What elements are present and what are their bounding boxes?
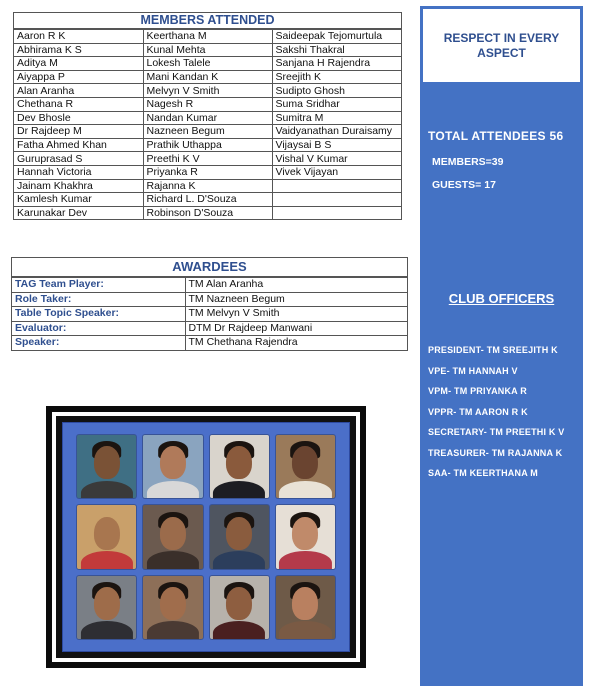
participant-face — [160, 446, 186, 479]
member-name-cell: Sudipto Ghosh — [272, 84, 401, 98]
awardee-row — [12, 336, 407, 350]
motto-box: RESPECT IN EVERY ASPECT — [423, 9, 580, 82]
awardee-row — [12, 307, 407, 322]
members-attended-title: MEMBERS ATTENDED — [14, 13, 401, 29]
club-officer-item: PRESIDENT- TM SREEJITH K — [428, 345, 558, 355]
member-name-cell: Vijaysai B S — [272, 138, 401, 152]
meeting-photo — [46, 406, 366, 668]
award-recipient: TM Melvyn V Smith — [185, 307, 407, 322]
member-name-cell: Prathik Uthappa — [143, 138, 272, 152]
awardees-title: AWARDEES — [12, 258, 407, 277]
participant-shoulders — [81, 621, 133, 639]
participant-face — [94, 446, 120, 479]
participant-face — [160, 587, 186, 620]
award-recipient: TM Alan Aranha — [185, 278, 407, 293]
participant-video-tile — [210, 576, 269, 639]
participant-face — [226, 446, 252, 479]
participant-face — [292, 517, 318, 550]
awardee-row — [12, 321, 407, 336]
participant-video-tile — [210, 505, 269, 568]
members-row — [14, 70, 401, 84]
participant-face — [94, 517, 120, 550]
club-officers-list — [428, 340, 565, 484]
guests-count: GUESTS= 17 — [432, 179, 496, 191]
participant-shoulders — [81, 551, 133, 569]
member-name-cell: Saideepak Tejomurtula — [272, 30, 401, 44]
participant-shoulders — [279, 621, 331, 639]
participant-video-tile — [77, 576, 136, 639]
member-name-cell: Rajanna K — [143, 179, 272, 193]
participant-face — [292, 446, 318, 479]
participant-video-tile — [143, 435, 202, 498]
member-name-cell: Vishal V Kumar — [272, 152, 401, 166]
award-role: Role Taker: — [12, 292, 185, 307]
awardees-grid — [12, 277, 407, 350]
member-name-cell: Kamlesh Kumar — [14, 193, 143, 207]
awardees-table — [11, 257, 408, 351]
member-name-cell: Jainam Khakhra — [14, 179, 143, 193]
participant-face — [94, 587, 120, 620]
award-role: TAG Team Player: — [12, 278, 185, 293]
club-officer-item: VPM- TM PRIYANKA R — [428, 386, 527, 396]
participant-face — [226, 587, 252, 620]
participant-video-tile — [276, 576, 335, 639]
members-row — [14, 84, 401, 98]
member-name-cell: Vaidyanathan Duraisamy — [272, 125, 401, 139]
participant-video-tile — [276, 505, 335, 568]
members-row — [14, 179, 401, 193]
participant-video-tile — [143, 576, 202, 639]
participant-face — [160, 517, 186, 550]
member-name-cell: Suma Sridhar — [272, 97, 401, 111]
member-name-cell: Nagesh R — [143, 97, 272, 111]
member-name-cell: Dev Bhosle — [14, 111, 143, 125]
award-recipient: TM Nazneen Begum — [185, 292, 407, 307]
participant-shoulders — [279, 551, 331, 569]
participant-shoulders — [147, 621, 199, 639]
members-grid — [14, 29, 401, 219]
participant-video-tile — [77, 505, 136, 568]
members-row — [14, 193, 401, 207]
participant-video-tile — [210, 435, 269, 498]
member-name-cell: Fatha Ahmed Khan — [14, 138, 143, 152]
member-name-cell — [272, 193, 401, 207]
member-name-cell: Lokesh Talele — [143, 57, 272, 71]
member-name-cell: Karunakar Dev — [14, 206, 143, 219]
participant-face — [226, 517, 252, 550]
members-count: MEMBERS=39 — [432, 156, 504, 168]
award-recipient: TM Chethana Rajendra — [185, 336, 407, 350]
member-name-cell — [272, 206, 401, 219]
award-recipient: DTM Dr Rajdeep Manwani — [185, 321, 407, 336]
member-name-cell: Alan Aranha — [14, 84, 143, 98]
member-name-cell: Nazneen Begum — [143, 125, 272, 139]
participant-shoulders — [147, 481, 199, 499]
participant-shoulders — [213, 481, 265, 499]
members-row — [14, 125, 401, 139]
member-name-cell: Aiyappa P — [14, 70, 143, 84]
participant-shoulders — [213, 551, 265, 569]
club-officer-item: VPE- TM HANNAH V — [428, 365, 518, 376]
members-row — [14, 97, 401, 111]
club-officer-item: VPPR- TM AARON R K — [428, 406, 528, 417]
member-name-cell: Sanjana H Rajendra — [272, 57, 401, 71]
members-row — [14, 57, 401, 71]
members-row — [14, 43, 401, 57]
participant-face — [292, 587, 318, 620]
members-row — [14, 165, 401, 179]
members-row — [14, 152, 401, 166]
member-name-cell: Robinson D'Souza — [143, 206, 272, 219]
participant-video-tile — [143, 505, 202, 568]
member-name-cell: Aditya M — [14, 57, 143, 71]
members-row — [14, 30, 401, 44]
member-name-cell: Kunal Mehta — [143, 43, 272, 57]
participant-video-tile — [276, 435, 335, 498]
member-name-cell: Preethi K V — [143, 152, 272, 166]
club-officer-item: SAA- TM KEERTHANA M — [428, 468, 538, 478]
members-row — [14, 206, 401, 219]
member-name-cell: Sreejith K — [272, 70, 401, 84]
members-row — [14, 111, 401, 125]
club-officers-heading: CLUB OFFICERS — [448, 291, 555, 306]
member-name-cell: Richard L. D'Souza — [143, 193, 272, 207]
member-name-cell: Sumitra M — [272, 111, 401, 125]
member-name-cell: Melvyn V Smith — [143, 84, 272, 98]
participant-video-tile — [77, 435, 136, 498]
member-name-cell: Vivek Vijayan — [272, 165, 401, 179]
meeting-photo-inner-frame — [52, 412, 360, 662]
member-name-cell: Chethana R — [14, 97, 143, 111]
member-name-cell: Mani Kandan K — [143, 70, 272, 84]
video-call-grid — [62, 422, 350, 652]
members-attended-table — [13, 12, 402, 220]
club-officer-item: TREASURER- TM RAJANNA K — [428, 447, 563, 458]
award-role: Speaker: — [12, 336, 185, 350]
members-row — [14, 138, 401, 152]
participant-shoulders — [81, 481, 133, 499]
member-name-cell: Keerthana M — [143, 30, 272, 44]
award-role: Table Topic Speaker: — [12, 307, 185, 322]
member-name-cell — [272, 179, 401, 193]
summary-side-panel — [420, 6, 583, 686]
member-name-cell: Nandan Kumar — [143, 111, 272, 125]
awardee-row — [12, 278, 407, 293]
club-officer-item: SECRETARY- TM PREETHI K V — [428, 427, 565, 437]
award-role: Evaluator: — [12, 321, 185, 336]
participant-shoulders — [279, 481, 331, 499]
member-name-cell: Priyanka R — [143, 165, 272, 179]
member-name-cell: Aaron R K — [14, 30, 143, 44]
member-name-cell: Hannah Victoria — [14, 165, 143, 179]
member-name-cell: Abhirama K S — [14, 43, 143, 57]
participant-shoulders — [213, 621, 265, 639]
participant-shoulders — [147, 551, 199, 569]
member-name-cell: Dr Rajdeep M — [14, 125, 143, 139]
awardee-row — [12, 292, 407, 307]
total-attendees: TOTAL ATTENDEES 56 — [428, 129, 564, 143]
member-name-cell: Sakshi Thakral — [272, 43, 401, 57]
member-name-cell: Guruprasad S — [14, 152, 143, 166]
